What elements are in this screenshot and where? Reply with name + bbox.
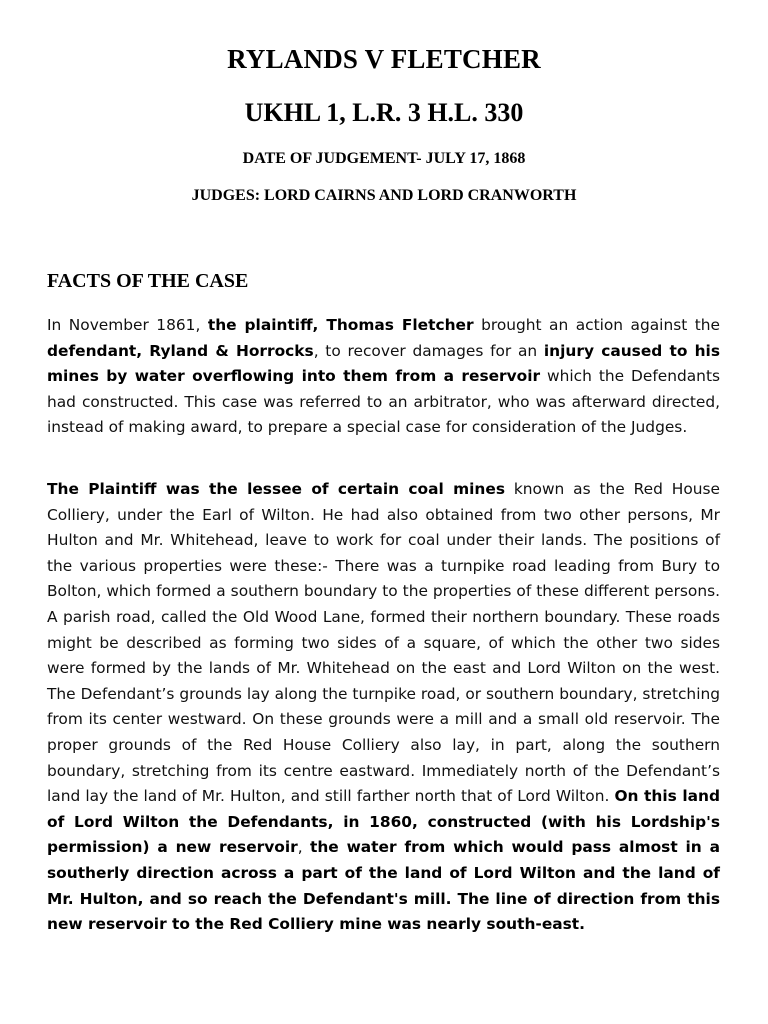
facts-paragraph-2 bbox=[47, 477, 720, 938]
bold-run: The Plaintiff was the lessee of certain coal mines bbox=[47, 480, 505, 498]
text-run: , to recover damages for an bbox=[313, 341, 544, 360]
bold-run: defendant, Ryland & Horrocks bbox=[47, 341, 314, 360]
text-run: known as the Red House Colliery, under the Earl of Wilton. He had also obtained from two other persons, Mr Hulton and Mr. Whitehead, leave to work for coal under their lands. The positions of the various properties were these:- There was a turnpike road leading from Bury to Bolton, which formed a southern boundary to the properties of these different persons. A parish road, called the Old Wood Lane, formed their northern boundary. These roads might be described as forming two sides of a square, of which the other two sides were formed by the lands of Mr. Whitehead on the east and Lord Wilton on the west. The Defendant’s grounds lay along the turnpike road, or southern boundary, stretching from its center westward. On these grounds were a mill and a small old reservoir. The proper grounds of the Red House Colliery also lay, in part, along the southern boundary, stretching from its centre eastward. Immediately north of the Defendant’s land lay the land of Mr. Hulton, and still farther north that of Lord Wilton. bbox=[47, 480, 720, 806]
bold-run: On this land of Lord Wilton the Defendants, in 1860, constructed (with his Lordship's permission) a new reservoir bbox=[47, 787, 720, 857]
bold-run: the water from which would pass almost in a southerly direction across a part of the land of Lord Wilton and the land of Mr. Hulton, and so reach the Defendant's mill. The line of direction from this new reservoir to the Red Colliery mine was nearly south-east. bbox=[47, 838, 720, 934]
case-citation: UKHL 1, L.R. 3 H.L. 330 bbox=[244, 98, 524, 127]
bold-run: injury caused to his mines by water overflowing into them from a reservoir bbox=[47, 341, 720, 386]
case-title: RYLANDS V FLETCHER bbox=[227, 44, 541, 74]
text-run: In November 1861, bbox=[47, 316, 208, 334]
text-run: , bbox=[297, 838, 310, 857]
judges-line: JUDGES: LORD CAIRNS AND LORD CRANWORTH bbox=[191, 187, 577, 204]
facts-heading: FACTS OF THE CASE bbox=[47, 270, 249, 292]
bold-run: the plaintiff, Thomas Fletcher bbox=[207, 316, 474, 334]
text-run: which the Defendants had constructed. This case was referred to an arbitrator, who was afterward directed, instead of making award, to prepare a special case for consideration of the Judges. bbox=[47, 367, 720, 437]
text-run: brought an action against the bbox=[473, 316, 720, 334]
facts-paragraph-1 bbox=[47, 313, 720, 441]
judgement-date: DATE OF JUDGEMENT- JULY 17, 1868 bbox=[242, 150, 526, 167]
